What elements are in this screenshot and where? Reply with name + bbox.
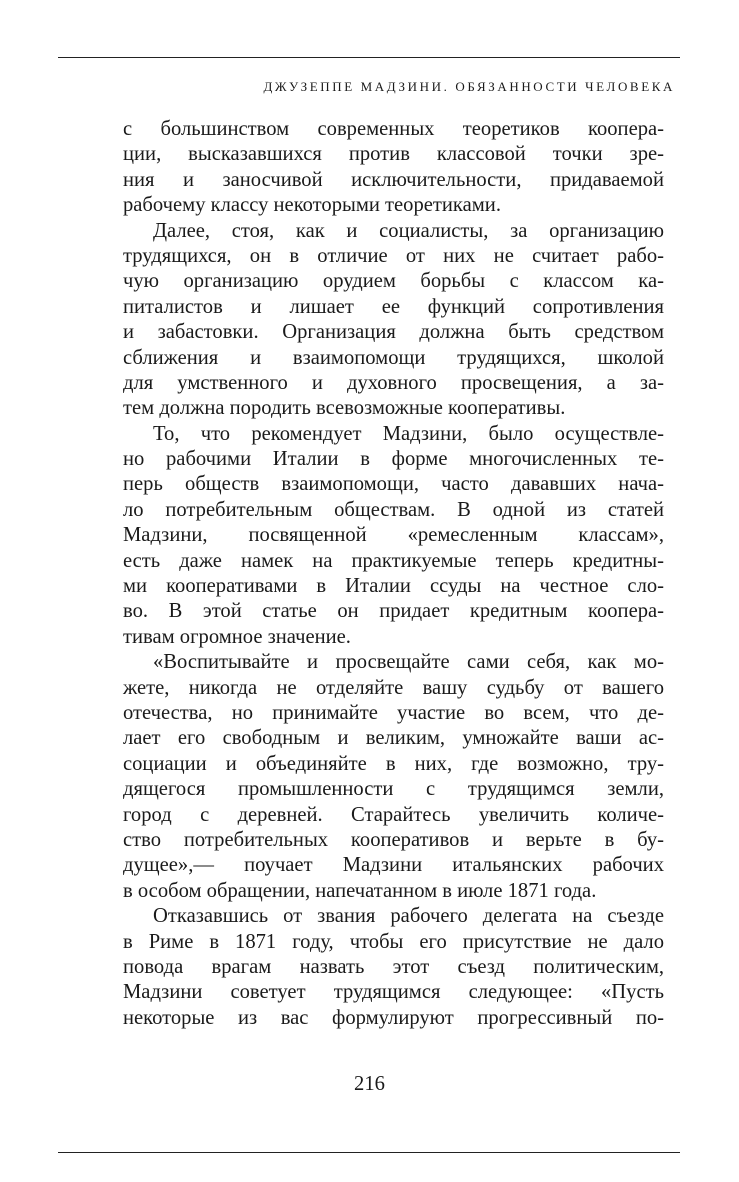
text-line: дящегося промышленности с трудящимся земли, [123, 778, 664, 801]
text-line: «Воспитывайте и просвещайте сами себя, как мо- [153, 651, 664, 674]
text-line: социации и объединяйте в них, где возможно, тру- [123, 752, 664, 775]
text-line: чую организацию орудием борьбы с классом ка- [123, 270, 664, 293]
text-line: ния и заносчивой исключительности, придаваемой [123, 168, 664, 191]
paragraph [123, 422, 664, 651]
text-line: перь обществ взаимопомощи, часто дававших нача- [123, 473, 664, 496]
text-line: ло потребительным обществам. В одной из статей [123, 498, 664, 521]
text-line: и забастовки. Организация должна быть средством [123, 321, 664, 344]
text-line: Мадзини, посвященной «ремесленным классам», [123, 524, 664, 547]
text-line: с большинством современных теоретиков коопера- [123, 118, 664, 140]
text-line: некоторые из вас формулируют прогрессивный по- [123, 1006, 664, 1029]
paragraph [123, 650, 664, 904]
text-line: ции, высказавшихся против классовой точки зре- [123, 143, 664, 166]
bottom-rule [58, 1152, 680, 1153]
text-line: питалистов и лишает ее функций сопротивления [123, 295, 664, 318]
text-line: Мадзини советует трудящимся следующее: «Пусть [123, 981, 664, 1004]
text-line: жете, никогда не отделяйте вашу судьбу от вашего [123, 676, 664, 699]
text-line: но рабочими Италии в форме многочисленных те- [123, 448, 664, 471]
running-head: ДЖУЗЕППЕ МАДЗИНИ. ОБЯЗАННОСТИ ЧЕЛОВЕКА [263, 79, 675, 94]
text-line: трудящихся, он в отличие от них не считает рабо- [123, 244, 664, 267]
text-line: в особом обращении, напечатанном в июле 1871 года. [123, 879, 597, 902]
text-line: Отказавшись от звания рабочего делегата на съезде [153, 905, 664, 928]
text-line: дущее»,— поучает Мадзини итальянских рабочих [123, 854, 664, 877]
text-line: То, что рекомендует Мадзини, было осуществле- [153, 422, 664, 445]
text-line: отечества, но принимайте участие во всем, что де- [123, 701, 664, 724]
text-line: ми кооперативами в Италии ссуды на честное сло- [123, 575, 664, 598]
text-line: Далее, стоя, как и социалисты, за организацию [153, 219, 664, 242]
paragraph [123, 219, 664, 422]
page-number: 216 [354, 1073, 385, 1095]
text-line: в Риме в 1871 году, чтобы его присутствие не дало [123, 930, 664, 953]
top-rule [58, 57, 680, 58]
text-line: рабочему классу некоторыми теоретиками. [123, 194, 501, 217]
text-line: во. В этой статье он придает кредитным коопера- [123, 600, 664, 623]
text-line: тем должна породить всевозможные кооперативы. [123, 397, 566, 420]
text-line: лает его свободным и великим, умножайте ваши ас- [123, 727, 664, 750]
text-line: сближения и взаимопомощи трудящихся, школой [123, 346, 664, 369]
paragraph [123, 117, 664, 219]
text-line: тивам огромное значение. [123, 625, 351, 648]
text-line: город с деревней. Старайтесь увеличить количе- [123, 803, 664, 826]
text-line: есть даже намек на практикуемые теперь кредитны- [123, 549, 664, 572]
text-line: для умственного и духовного просвещения, а за- [123, 371, 664, 394]
text-line: ство потребительных кооперативов и верьте в бу- [123, 828, 664, 851]
paragraph [123, 904, 664, 1031]
body-text [123, 117, 664, 1031]
text-line: повода врагам назвать этот съезд политическим, [123, 955, 664, 978]
